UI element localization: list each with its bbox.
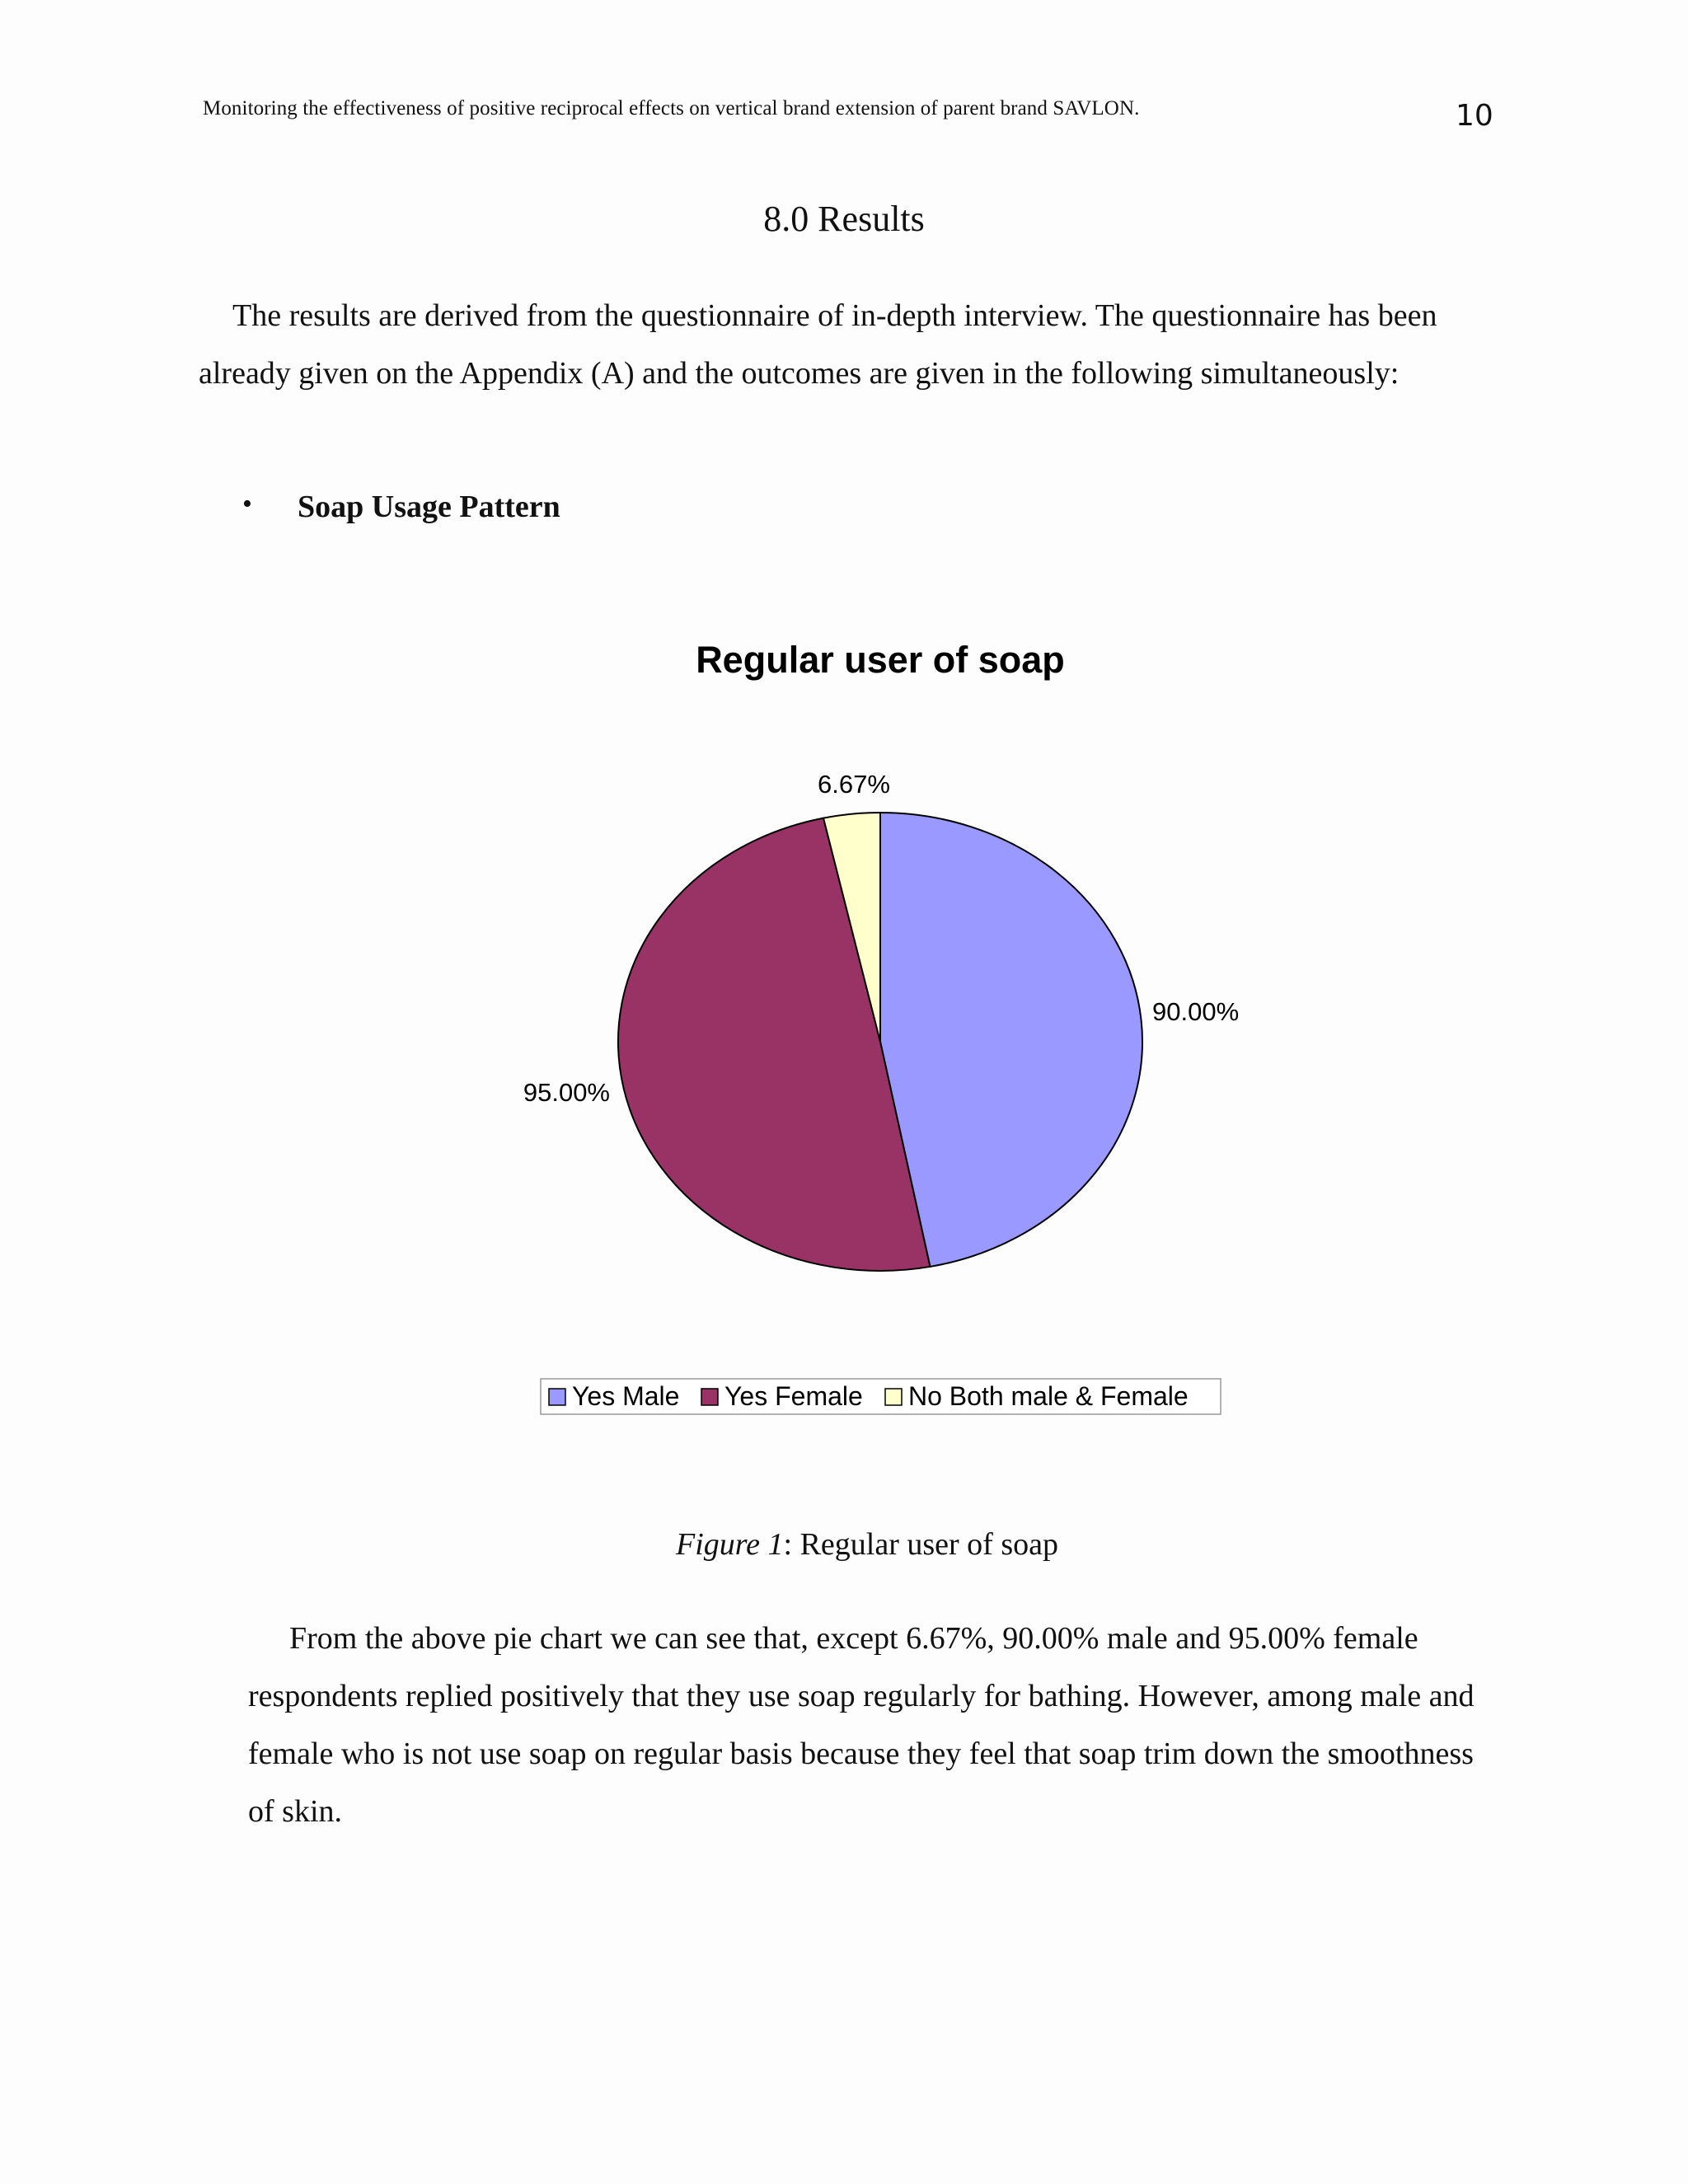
pie-data-label: 6.67%: [818, 770, 890, 799]
chart-title: Regular user of soap: [696, 639, 1065, 681]
section-heading: 8.0 Results: [763, 199, 925, 239]
pie-slices: [618, 813, 1142, 1271]
figure-caption-text: : Regular user of soap: [783, 1527, 1058, 1562]
figure-caption: [0, 1526, 1688, 1563]
body-paragraph: From the above pie chart we can see that, except 6.67%, 90.00% male and 95.00% female respondents replied positively that they use soap regularly for bathing. However, among male and female who is not use soap on regular basis because they feel that soap trim down the smoothness of skin.: [248, 1621, 1475, 1829]
figure-caption-label: Figure 1: [676, 1527, 784, 1562]
pie-chart: [0, 626, 1688, 1434]
page-number: 10: [1456, 99, 1493, 133]
chart-legend: [541, 1379, 1221, 1414]
legend-label: Yes Male: [572, 1381, 680, 1411]
running-header: Monitoring the effectiveness of positive reciprocal effects on vertical brand extension of parent brand SAVLON.: [203, 97, 1140, 120]
pie-data-label: 90.00%: [1152, 997, 1240, 1026]
legend-swatch: [549, 1389, 565, 1405]
pie-data-label: 95.00%: [523, 1078, 610, 1107]
legend-label: No Both male & Female: [908, 1381, 1189, 1411]
legend-swatch: [701, 1389, 718, 1405]
legend-swatch: [885, 1389, 902, 1405]
pie-slice-yes-male: [880, 813, 1142, 1267]
legend-label: Yes Female: [724, 1381, 863, 1411]
intro-paragraph: The results are derived from the questionnaire of in-depth interview. The questionnaire has been already given on the Appendix (A) and the outcomes are given in the following simultaneously:: [199, 298, 1437, 391]
bullet-text: Soap Usage Pattern: [298, 490, 560, 524]
bullet-dot-icon: •: [242, 489, 252, 519]
